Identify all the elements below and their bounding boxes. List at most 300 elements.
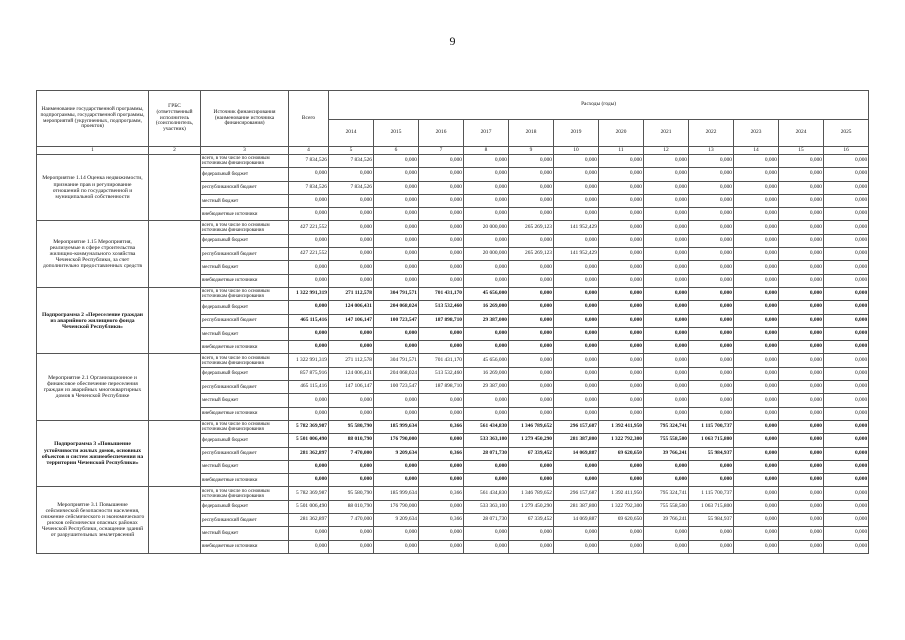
year-header: 2018 (509, 120, 554, 147)
year-value-cell: 0,000 (374, 181, 419, 194)
year-value-cell: 304 791,571 (374, 287, 419, 300)
total-value-cell: 0,000 (289, 407, 329, 420)
year-value-cell: 0,000 (689, 540, 734, 553)
total-value-cell: 465 115,416 (289, 381, 329, 394)
year-value-cell: 0,000 (329, 168, 374, 181)
year-value-cell: 0,000 (374, 341, 419, 354)
year-value-cell: 0,000 (689, 301, 734, 314)
total-value-cell: 0,000 (289, 194, 329, 207)
year-value-cell: 0,000 (824, 527, 869, 540)
year-value-cell: 0,000 (824, 500, 869, 513)
year-value-cell: 0,000 (644, 367, 689, 380)
year-value-cell: 204 068,024 (374, 301, 419, 314)
total-value-cell: 0,000 (289, 474, 329, 487)
year-value-cell: 0,000 (464, 155, 509, 168)
table-row (37, 287, 869, 300)
year-value-cell: 0,000 (824, 248, 869, 261)
year-value-cell: 0,000 (644, 540, 689, 553)
year-value-cell: 0,000 (734, 474, 779, 487)
year-value-cell: 0,000 (554, 327, 599, 340)
year-value-cell: 265 269,123 (509, 221, 554, 234)
year-value-cell: 0,000 (464, 527, 509, 540)
year-value-cell: 0,000 (374, 527, 419, 540)
year-value-cell: 67 339,452 (509, 447, 554, 460)
program-name-cell: Мероприятие 3.1 Повышение сейсмической безопасности населения, снижение сейсмического и экономического рисков сейсмически опасных районах Чеченской Республики, оснащение зданий от разрушительных землетрясений (37, 487, 149, 553)
year-value-cell: 296 157,687 (554, 420, 599, 433)
year-value-cell: 0,000 (644, 527, 689, 540)
year-value-cell: 1 346 789,652 (509, 487, 554, 500)
year-value-cell: 795 324,741 (644, 487, 689, 500)
funding-source-cell: федеральный бюджет (201, 301, 289, 314)
year-value-cell: 0,000 (509, 527, 554, 540)
year-value-cell: 0,000 (554, 394, 599, 407)
year-value-cell: 1 115 700,737 (689, 420, 734, 433)
year-value-cell: 0,000 (419, 194, 464, 207)
funding-source-cell: местный бюджет (201, 527, 289, 540)
year-value-cell: 0,000 (824, 287, 869, 300)
year-value-cell: 0,000 (599, 274, 644, 287)
year-value-cell: 0,000 (824, 181, 869, 194)
year-value-cell: 0,000 (779, 540, 824, 553)
year-value-cell: 185 999,634 (374, 487, 419, 500)
year-value-cell: 0,000 (599, 341, 644, 354)
grbs-cell (149, 221, 201, 287)
year-value-cell: 795 324,741 (644, 420, 689, 433)
year-value-cell: 0,000 (779, 487, 824, 500)
year-value-cell: 0,000 (824, 208, 869, 221)
year-value-cell: 0,366 (419, 447, 464, 460)
funding-source-cell: всего, в том числе по основным источникам финансирования (201, 221, 289, 234)
year-value-cell: 0,000 (419, 155, 464, 168)
year-value-cell: 0,000 (329, 234, 374, 247)
year-value-cell: 0,000 (599, 367, 644, 380)
year-value-cell: 0,000 (779, 248, 824, 261)
year-value-cell: 0,000 (419, 394, 464, 407)
year-value-cell: 1 392 411,950 (599, 487, 644, 500)
year-value-cell: 0,000 (554, 181, 599, 194)
year-value-cell: 7 834,526 (329, 155, 374, 168)
year-value-cell: 0,000 (824, 434, 869, 447)
year-value-cell: 16 269,000 (464, 367, 509, 380)
year-value-cell: 20 000,000 (464, 248, 509, 261)
year-value-cell: 0,000 (734, 527, 779, 540)
year-value-cell: 0,000 (419, 540, 464, 553)
year-value-cell: 0,000 (554, 540, 599, 553)
column-number: 4 (289, 147, 329, 155)
year-value-cell: 0,000 (824, 341, 869, 354)
year-value-cell: 0,000 (419, 500, 464, 513)
year-value-cell: 0,000 (644, 221, 689, 234)
year-value-cell: 0,000 (734, 234, 779, 247)
year-value-cell: 0,000 (554, 234, 599, 247)
year-value-cell: 100 723,547 (374, 381, 419, 394)
year-value-cell: 7 834,526 (329, 181, 374, 194)
year-value-cell: 0,000 (779, 527, 824, 540)
funding-source-cell: местный бюджет (201, 261, 289, 274)
year-value-cell: 0,000 (329, 540, 374, 553)
year-value-cell: 28 071,730 (464, 514, 509, 527)
year-value-cell: 0,000 (329, 407, 374, 420)
year-value-cell: 0,366 (419, 487, 464, 500)
year-value-cell: 0,000 (779, 181, 824, 194)
year-value-cell: 147 106,147 (329, 381, 374, 394)
year-value-cell: 0,000 (509, 287, 554, 300)
year-value-cell: 0,000 (329, 527, 374, 540)
year-value-cell: 0,000 (599, 208, 644, 221)
year-value-cell: 0,000 (734, 381, 779, 394)
column-number: 3 (201, 147, 289, 155)
year-value-cell: 701 431,170 (419, 354, 464, 367)
grbs-cell (149, 287, 201, 353)
year-value-cell: 0,000 (689, 168, 734, 181)
year-value-cell: 0,000 (599, 381, 644, 394)
funding-source-cell: местный бюджет (201, 327, 289, 340)
year-value-cell: 0,000 (689, 181, 734, 194)
year-value-cell: 0,000 (779, 474, 824, 487)
funding-source-cell: федеральный бюджет (201, 500, 289, 513)
year-value-cell: 0,000 (734, 420, 779, 433)
year-value-cell: 0,000 (599, 540, 644, 553)
column-number: 2 (149, 147, 201, 155)
year-value-cell: 0,000 (464, 474, 509, 487)
year-value-cell: 0,000 (644, 181, 689, 194)
year-value-cell: 0,000 (329, 341, 374, 354)
year-value-cell: 0,000 (734, 261, 779, 274)
year-value-cell: 0,000 (779, 155, 824, 168)
year-value-cell: 187 898,710 (419, 381, 464, 394)
year-value-cell: 561 434,830 (464, 420, 509, 433)
year-value-cell: 0,000 (599, 354, 644, 367)
column-number: 5 (329, 147, 374, 155)
funding-source-cell: местный бюджет (201, 394, 289, 407)
year-value-cell: 0,000 (374, 540, 419, 553)
year-value-cell: 0,000 (509, 341, 554, 354)
year-value-cell: 0,000 (599, 181, 644, 194)
year-value-cell: 513 532,460 (419, 301, 464, 314)
year-value-cell: 0,000 (734, 354, 779, 367)
year-value-cell: 0,000 (734, 274, 779, 287)
year-value-cell: 0,000 (644, 301, 689, 314)
table-row (37, 155, 869, 168)
year-value-cell: 0,000 (374, 327, 419, 340)
year-value-cell: 0,000 (419, 234, 464, 247)
total-value-cell: 5 501 006,490 (289, 434, 329, 447)
year-value-cell: 0,000 (824, 274, 869, 287)
year-value-cell: 0,000 (779, 407, 824, 420)
year-value-cell: 0,000 (779, 447, 824, 460)
year-value-cell: 0,000 (509, 354, 554, 367)
year-value-cell: 187 898,710 (419, 314, 464, 327)
year-value-cell: 0,000 (509, 381, 554, 394)
year-value-cell: 0,000 (824, 155, 869, 168)
funding-source-cell: всего, в том числе по основным источникам финансирования (201, 487, 289, 500)
year-value-cell: 0,000 (644, 354, 689, 367)
year-value-cell: 0,000 (464, 394, 509, 407)
year-value-cell: 185 999,634 (374, 420, 419, 433)
funding-source-cell: внебюджетные источники (201, 274, 289, 287)
year-value-cell: 0,000 (644, 208, 689, 221)
year-value-cell: 0,000 (689, 407, 734, 420)
page-number: 9 (449, 34, 456, 48)
year-value-cell: 0,000 (419, 341, 464, 354)
funding-source-cell: всего, в том числе по основным источникам финансирования (201, 287, 289, 300)
year-value-cell: 1 346 789,652 (509, 420, 554, 433)
year-value-cell: 0,000 (734, 407, 779, 420)
year-value-cell: 0,000 (824, 487, 869, 500)
year-value-cell: 0,000 (464, 234, 509, 247)
year-value-cell: 0,000 (734, 367, 779, 380)
year-value-cell: 67 339,452 (509, 514, 554, 527)
year-value-cell: 0,000 (554, 287, 599, 300)
total-value-cell: 1 322 991,319 (289, 354, 329, 367)
year-value-cell: 0,000 (734, 327, 779, 340)
year-value-cell: 14 069,887 (554, 514, 599, 527)
column-number: 12 (644, 147, 689, 155)
year-value-cell: 0,000 (374, 474, 419, 487)
year-value-cell: 0,000 (509, 367, 554, 380)
year-value-cell: 0,000 (599, 527, 644, 540)
year-value-cell: 0,000 (824, 394, 869, 407)
year-value-cell: 0,000 (554, 155, 599, 168)
year-value-cell: 0,000 (824, 514, 869, 527)
year-value-cell: 0,000 (779, 434, 824, 447)
year-value-cell: 0,000 (509, 274, 554, 287)
year-value-cell: 0,000 (644, 261, 689, 274)
year-value-cell: 0,000 (734, 447, 779, 460)
year-value-cell: 0,000 (419, 434, 464, 447)
year-value-cell: 7 470,000 (329, 514, 374, 527)
year-value-cell: 7 470,000 (329, 447, 374, 460)
column-number-row (37, 147, 869, 155)
year-value-cell: 561 434,830 (464, 487, 509, 500)
year-value-cell: 0,000 (374, 168, 419, 181)
year-value-cell: 0,000 (734, 301, 779, 314)
column-number: 6 (374, 147, 419, 155)
year-value-cell: 147 106,147 (329, 314, 374, 327)
total-value-cell: 5 782 369,987 (289, 487, 329, 500)
year-value-cell: 0,000 (779, 301, 824, 314)
year-value-cell: 0,000 (329, 248, 374, 261)
year-header: 2021 (644, 120, 689, 147)
year-value-cell: 0,000 (509, 261, 554, 274)
funding-source-cell: республиканский бюджет (201, 447, 289, 460)
funding-source-cell: республиканский бюджет (201, 248, 289, 261)
year-value-cell: 0,000 (509, 540, 554, 553)
funding-source-cell: республиканский бюджет (201, 514, 289, 527)
year-value-cell: 0,000 (464, 208, 509, 221)
year-value-cell: 0,000 (599, 314, 644, 327)
year-value-cell: 0,000 (779, 500, 824, 513)
table-row (37, 221, 869, 234)
year-value-cell: 0,000 (509, 168, 554, 181)
year-value-cell: 0,000 (689, 274, 734, 287)
year-value-cell: 755 558,500 (644, 500, 689, 513)
year-value-cell: 0,000 (689, 234, 734, 247)
column-number: 9 (509, 147, 554, 155)
funding-source-cell: внебюджетные источники (201, 341, 289, 354)
year-value-cell: 176 790,000 (374, 500, 419, 513)
year-value-cell: 0,000 (779, 514, 824, 527)
year-value-cell: 124 006,431 (329, 301, 374, 314)
year-value-cell: 0,000 (779, 208, 824, 221)
table-row (37, 420, 869, 433)
year-value-cell: 0,000 (689, 354, 734, 367)
column-number: 7 (419, 147, 464, 155)
year-value-cell: 0,000 (644, 194, 689, 207)
grbs-cell (149, 420, 201, 486)
year-value-cell: 16 269,000 (464, 301, 509, 314)
year-value-cell: 0,000 (464, 407, 509, 420)
total-value-cell: 281 362,897 (289, 447, 329, 460)
funding-source-cell: внебюджетные источники (201, 208, 289, 221)
year-value-cell: 176 790,000 (374, 434, 419, 447)
total-value-cell: 5 782 369,987 (289, 420, 329, 433)
year-value-cell: 0,000 (779, 287, 824, 300)
total-value-cell: 1 322 991,319 (289, 287, 329, 300)
year-value-cell: 0,000 (689, 341, 734, 354)
header-grbs: ГРБС (ответственный исполнитель (соисполнитель, участник) (149, 91, 201, 147)
total-value-cell: 427 221,552 (289, 248, 329, 261)
year-value-cell: 0,000 (374, 155, 419, 168)
year-value-cell: 0,000 (419, 274, 464, 287)
funding-source-cell: республиканский бюджет (201, 181, 289, 194)
total-value-cell: 857 875,916 (289, 367, 329, 380)
year-value-cell: 1 279 450,290 (509, 500, 554, 513)
column-number: 8 (464, 147, 509, 155)
budget-table (36, 90, 869, 554)
year-value-cell: 0,000 (734, 540, 779, 553)
year-value-cell: 0,000 (779, 367, 824, 380)
year-value-cell: 0,000 (824, 367, 869, 380)
year-value-cell: 0,000 (599, 394, 644, 407)
total-value-cell: 7 834,526 (289, 181, 329, 194)
year-value-cell: 0,000 (779, 381, 824, 394)
year-value-cell: 0,000 (644, 394, 689, 407)
year-value-cell: 0,000 (689, 527, 734, 540)
funding-source-cell: федеральный бюджет (201, 234, 289, 247)
year-value-cell: 0,000 (374, 248, 419, 261)
year-value-cell: 0,000 (554, 407, 599, 420)
year-value-cell: 0,000 (509, 155, 554, 168)
year-value-cell: 0,000 (554, 367, 599, 380)
year-value-cell: 0,366 (419, 514, 464, 527)
year-header: 2024 (779, 120, 824, 147)
year-value-cell: 69 620,650 (599, 447, 644, 460)
year-value-cell: 0,000 (644, 341, 689, 354)
header-source: Источник финансирования (наименование источника финансирования) (201, 91, 289, 147)
year-value-cell: 701 431,170 (419, 287, 464, 300)
column-number: 13 (689, 147, 734, 155)
year-value-cell: 1 279 450,290 (509, 434, 554, 447)
year-value-cell: 0,000 (734, 248, 779, 261)
year-value-cell: 100 723,547 (374, 314, 419, 327)
year-value-cell: 533 363,100 (464, 434, 509, 447)
year-value-cell: 0,000 (374, 261, 419, 274)
year-value-cell: 0,000 (554, 381, 599, 394)
year-value-cell: 304 791,571 (374, 354, 419, 367)
funding-source-cell: всего, в том числе по основным источникам финансирования (201, 354, 289, 367)
year-value-cell: 0,000 (644, 314, 689, 327)
year-value-cell: 0,000 (509, 327, 554, 340)
total-value-cell: 281 362,897 (289, 514, 329, 527)
year-value-cell: 0,000 (734, 208, 779, 221)
year-value-cell: 513 532,460 (419, 367, 464, 380)
total-value-cell: 0,000 (289, 301, 329, 314)
year-value-cell: 0,000 (779, 327, 824, 340)
year-header: 2019 (554, 120, 599, 147)
year-value-cell: 0,000 (779, 261, 824, 274)
year-value-cell: 0,000 (734, 341, 779, 354)
year-value-cell: 0,000 (734, 181, 779, 194)
year-value-cell: 0,000 (554, 341, 599, 354)
year-value-cell: 1 063 715,800 (689, 434, 734, 447)
year-value-cell: 0,000 (689, 248, 734, 261)
year-value-cell: 0,000 (419, 407, 464, 420)
total-value-cell: 0,000 (289, 460, 329, 473)
year-value-cell: 0,000 (824, 540, 869, 553)
year-value-cell: 0,000 (779, 274, 824, 287)
column-number: 10 (554, 147, 599, 155)
year-value-cell: 95 580,790 (329, 487, 374, 500)
year-value-cell: 204 068,024 (374, 367, 419, 380)
year-value-cell: 0,000 (644, 407, 689, 420)
year-value-cell: 9 209,634 (374, 514, 419, 527)
year-value-cell: 0,000 (599, 287, 644, 300)
funding-source-cell: всего, в том числе по основным источникам финансирования (201, 420, 289, 433)
year-value-cell: 0,000 (329, 474, 374, 487)
funding-source-cell: местный бюджет (201, 194, 289, 207)
year-value-cell: 271 112,578 (329, 287, 374, 300)
total-value-cell: 5 501 006,490 (289, 500, 329, 513)
year-value-cell: 0,000 (734, 155, 779, 168)
year-header: 2023 (734, 120, 779, 147)
column-number: 11 (599, 147, 644, 155)
header-program: Наименование государственной программы, подпрограммы, государственной программы, мероприятий (укрупненных, подпрограмм, проектов) (37, 91, 149, 147)
year-value-cell: 0,000 (689, 314, 734, 327)
year-value-cell: 0,000 (509, 234, 554, 247)
header-expenses: Расходы (годы) (329, 91, 869, 120)
year-value-cell: 0,000 (554, 301, 599, 314)
year-value-cell: 0,000 (779, 354, 824, 367)
year-value-cell: 45 656,000 (464, 354, 509, 367)
year-value-cell: 755 558,500 (644, 434, 689, 447)
year-value-cell: 124 006,431 (329, 367, 374, 380)
year-value-cell: 265 269,123 (509, 248, 554, 261)
year-value-cell: 0,000 (689, 208, 734, 221)
year-value-cell: 0,000 (509, 474, 554, 487)
year-value-cell: 9 209,634 (374, 447, 419, 460)
year-value-cell: 0,000 (824, 261, 869, 274)
year-value-cell: 0,000 (329, 327, 374, 340)
year-value-cell: 0,000 (464, 168, 509, 181)
year-value-cell: 0,000 (419, 248, 464, 261)
year-value-cell: 0,000 (824, 234, 869, 247)
year-header: 2025 (824, 120, 869, 147)
column-number: 14 (734, 147, 779, 155)
total-value-cell: 0,000 (289, 341, 329, 354)
year-value-cell: 0,000 (734, 221, 779, 234)
year-value-cell: 0,000 (734, 194, 779, 207)
year-value-cell: 1 392 411,950 (599, 420, 644, 433)
year-header: 2020 (599, 120, 644, 147)
year-value-cell: 0,000 (374, 194, 419, 207)
funding-source-cell: местный бюджет (201, 460, 289, 473)
year-value-cell: 0,000 (689, 327, 734, 340)
total-value-cell: 0,000 (289, 527, 329, 540)
year-value-cell: 0,000 (689, 261, 734, 274)
header-total: Всего (289, 91, 329, 147)
year-value-cell: 0,000 (599, 460, 644, 473)
